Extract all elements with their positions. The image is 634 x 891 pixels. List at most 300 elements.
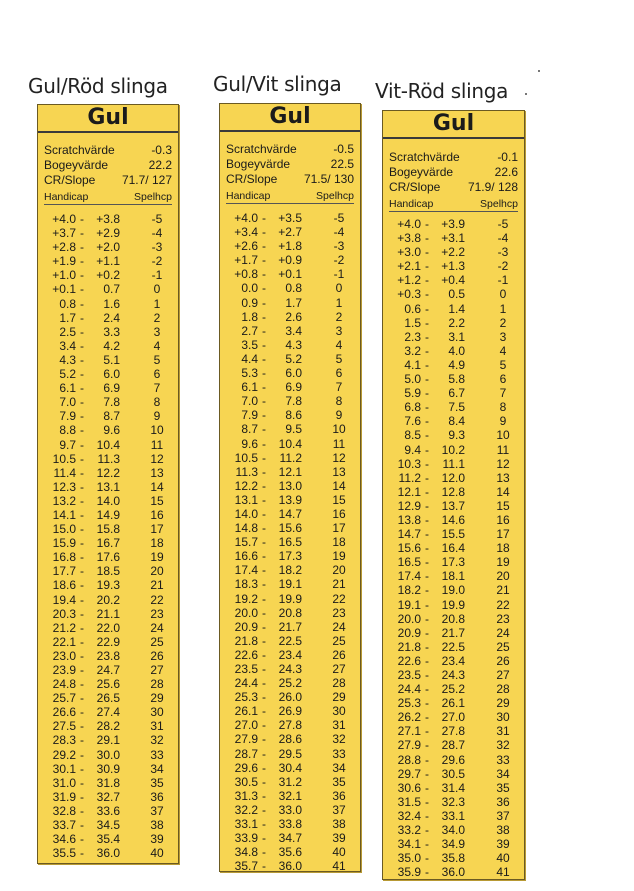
range-dash: - [80,268,84,283]
handicap-from: 0.8 [59,296,76,311]
table-row [389,513,518,527]
range-dash: - [425,837,429,852]
range-dash: - [80,592,84,607]
range-dash: - [262,718,266,733]
playing-handicap: -3 [497,245,509,260]
handicap-to: 30.5 [441,766,465,781]
table-row [389,485,518,499]
playing-handicap: 25 [150,634,164,649]
handicap-from: 16.8 [52,550,76,565]
playing-handicap: 2 [499,315,507,330]
range-dash: - [262,309,266,324]
handicap-to: 2.6 [285,309,302,324]
range-dash: - [80,719,84,734]
handicap-from: 35.9 [397,865,421,880]
handicap-to: 12.1 [278,464,302,479]
handicap-from: 18.3 [234,577,258,592]
slope-value: 71.5/ 130 [303,172,354,186]
range-dash: - [425,357,429,372]
range-dash: - [425,428,429,443]
handicap-to: 30.9 [96,761,120,776]
handicap-to: 4.2 [103,338,120,353]
handicap-from: 24.4 [234,676,258,691]
handicap-from: +4.0 [234,211,258,225]
playing-handicap: 3 [153,324,161,339]
playing-handicap: -1 [151,268,163,283]
handicap-from: 11.4 [53,465,76,480]
table-row [44,480,172,494]
handicap-to: 35.4 [96,832,120,847]
playing-handicap: 4 [335,337,343,352]
playing-handicap: 16 [496,512,510,527]
handicap-from: 24.8 [52,677,76,692]
handicap-to: 28.7 [441,738,465,753]
table-row [389,217,518,231]
bogey-label: Bogeyvärde [226,157,291,171]
handicap-from: 28.8 [397,752,421,767]
range-dash: - [262,859,266,874]
range-dash: - [425,456,429,471]
handicap-to: 14.6 [441,512,465,527]
column-headers [389,198,518,212]
handicap-from: 23.5 [397,668,421,682]
playing-handicap: 0 [335,281,343,296]
handicap-from: 5.2 [59,367,76,382]
handicap-from: 30.1 [52,761,76,776]
bogey-value: 22.5 [330,157,354,171]
handicap-to: 19.9 [441,597,465,612]
handicap-to: 34.9 [441,837,465,852]
table-row [44,663,172,677]
handicap-to: 18.5 [96,564,120,579]
handicap-from: +3.4 [234,225,258,240]
handicap-to: 4.3 [285,337,302,352]
playing-handicap: 36 [150,789,164,804]
table-row [226,296,354,310]
scratch-value: -0.5 [333,142,354,156]
table-row [226,592,354,606]
handicap-to: 6.9 [103,381,120,396]
handicap-to: +1.3 [441,259,465,274]
playing-handicap: 5 [499,357,507,372]
playing-handicap: 18 [496,541,510,556]
handicap-to: 10.4 [96,437,120,452]
handicap-to: 35.8 [441,851,465,866]
handicap-from: 13.8 [397,512,421,527]
range-dash: - [425,653,429,668]
table-row [226,747,354,761]
handicap-to: 6.7 [448,386,465,401]
range-dash: - [425,372,429,387]
table-row [44,367,172,381]
table-row [226,535,354,549]
playing-handicap: 18 [332,535,346,550]
range-dash: - [262,535,266,550]
playing-handicap: 29 [496,696,510,711]
handicap-card [37,104,179,864]
handicap-from: +0.8 [234,267,258,282]
table-row [389,654,518,668]
handicap-from: 32.2 [234,802,258,817]
handicap-from: 17.4 [234,563,258,578]
table-row [226,634,354,648]
handicap-from: 21.2 [52,620,76,635]
range-dash: - [262,337,266,352]
playing-handicap: 4 [153,338,161,353]
range-dash: - [80,761,84,776]
loop-title: Vit-Röd slinga [375,79,509,103]
handicap-to: 26.9 [278,704,302,719]
handicap-to: 13.1 [96,479,120,494]
table-row [226,451,354,465]
table-row [389,372,518,386]
table-row [44,282,172,296]
handicap-from: 14.0 [234,506,258,521]
table-row [226,239,354,253]
handicap-to: 20.8 [441,611,465,626]
handicap-to: 5.1 [103,352,120,367]
range-dash: - [80,677,84,692]
handicap-from: +3.8 [397,231,421,246]
table-row [226,831,354,845]
range-dash: - [262,380,266,395]
playing-handicap: 35 [150,775,164,790]
range-dash: - [425,808,429,823]
handicap-to: 21.7 [278,619,302,634]
table-row [226,648,354,662]
scratch-row [226,142,354,156]
table-row [226,394,354,408]
playing-handicap: 31 [496,724,510,739]
playing-handicap: 28 [150,677,164,692]
range-dash: - [262,211,266,225]
handicap-from: 28.3 [52,733,76,748]
range-dash: - [80,423,84,438]
range-dash: - [80,705,84,720]
handicap-to: 15.5 [441,527,465,542]
table-row [44,423,172,437]
playing-handicap: 8 [335,394,343,409]
handicap-from: 4.3 [59,352,76,367]
playing-handicap: 39 [150,832,164,847]
handicap-from: 14.7 [397,527,421,542]
range-dash: - [425,343,429,358]
playing-handicap: 17 [332,521,346,536]
handicap-from: +2.8 [52,240,76,255]
handicap-from: 14.8 [234,521,258,536]
playing-handicap: 40 [332,845,346,860]
playing-handicap: 11 [150,437,164,452]
table-row [226,761,354,775]
handicap-to: 12.2 [96,465,120,480]
range-dash: - [80,578,84,593]
handicap-from: 13.2 [52,493,76,508]
handicap-to: 7.8 [285,394,302,409]
playing-handicap: 26 [332,647,346,662]
range-dash: - [80,832,84,847]
handicap-to: 33.8 [278,817,302,832]
handicap-to: +3.1 [441,231,465,246]
table-row [389,400,518,414]
table-row [226,732,354,746]
table-row [44,466,172,480]
table-row [44,452,172,466]
table-row [389,865,518,879]
playing-handicap: 25 [496,639,510,654]
handicap-to: 31.4 [441,780,465,795]
handicap-to: 13.0 [278,478,302,493]
handicap-to: 1.7 [285,295,302,310]
table-row [389,457,518,471]
handicap-from: 15.6 [397,541,421,556]
range-dash: - [80,352,84,367]
playing-handicap: 32 [496,738,510,753]
playing-handicap: 1 [153,296,161,311]
handicap-from: 6.8 [404,400,421,415]
playing-handicap: 37 [332,802,346,817]
handicap-from: 26.2 [397,710,421,725]
range-dash: - [80,522,84,537]
playing-handicap: -4 [497,231,509,246]
table-row [44,325,172,339]
loop-title: Gul/Vit slinga [213,72,342,96]
handicap-to: 34.7 [278,831,302,846]
table-row [389,710,518,724]
playing-handicap: 22 [150,592,164,607]
handicap-to: +0.1 [278,267,302,282]
playing-handicap: 21 [150,578,164,593]
handicap-from: 0.9 [241,295,258,310]
handicap-from: 33.1 [234,817,258,832]
handicap-from: 18.2 [397,583,421,598]
range-dash: - [425,696,429,711]
handicap-to: 20.8 [278,605,302,620]
handicap-from: 15.0 [52,522,76,537]
handicap-to: +2.2 [441,245,465,260]
playing-handicap: 19 [332,549,346,564]
handicap-to: 25.2 [441,682,465,697]
handicap-to: 25.6 [96,677,120,692]
playing-handicap: -2 [333,253,345,268]
table-row [226,211,354,225]
range-dash: - [262,619,266,634]
handicap-from: 12.1 [397,484,421,499]
handicap-header: Handicap [226,190,271,202]
range-dash: - [262,802,266,817]
table-row [226,789,354,803]
handicap-to: 7.5 [448,400,465,415]
range-dash: - [425,583,429,598]
bogey-label: Bogeyvärde [389,165,454,179]
table-row [226,549,354,563]
handicap-from: 22.1 [52,634,76,649]
handicap-from: 0.0 [241,281,258,296]
playing-handicap: 37 [496,808,510,823]
table-row [44,776,172,790]
range-dash: - [262,422,266,437]
handicap-to: 11.1 [442,456,465,471]
handicap-from: 8.8 [59,423,76,438]
range-dash: - [80,212,84,226]
playing-handicap: 20 [150,564,164,579]
spelhcp-header: Spelhcp [134,191,172,203]
range-dash: - [80,409,84,424]
handicap-from: 20.0 [397,611,421,626]
handicap-to: 10.2 [441,442,465,457]
handicap-from: 2.5 [59,324,76,339]
playing-handicap: 16 [332,506,346,521]
slope-row [389,180,518,194]
table-row [44,297,172,311]
playing-handicap: 11 [496,442,510,457]
playing-handicap: 11 [332,436,346,451]
range-dash: - [425,541,429,556]
playing-handicap: 17 [496,527,510,542]
range-dash: - [262,436,266,451]
handicap-from: 3.5 [241,337,258,352]
table-row [44,748,172,762]
handicap-from: 35.5 [52,846,76,861]
playing-handicap: 14 [150,479,164,494]
playing-handicap: -5 [151,212,163,226]
playing-handicap: 16 [150,507,164,522]
handicap-to: 16.7 [96,536,120,551]
scratch-row [44,143,172,157]
range-dash: - [425,752,429,767]
handicap-to: 24.7 [96,663,120,677]
range-dash: - [262,506,266,521]
handicap-to: 36.0 [278,859,302,874]
playing-handicap: 21 [332,577,346,592]
handicap-to: 26.1 [441,696,465,711]
playing-handicap: 23 [332,605,346,620]
playing-handicap: 34 [332,760,346,775]
playing-handicap: 31 [150,719,164,734]
handicap-from: 33.7 [52,818,76,833]
column-headers [226,190,354,204]
playing-handicap: 41 [496,865,510,880]
range-dash: - [425,512,429,527]
range-dash: - [425,287,429,302]
handicap-from: 2.3 [404,329,421,344]
range-dash: - [425,823,429,838]
table-row [44,438,172,452]
tee-header: Gul [38,105,178,133]
handicap-from: 29.6 [234,760,258,775]
handicap-from: 19.4 [52,592,76,607]
handicap-from: 4.1 [404,357,421,372]
handicap-from: +4.0 [52,212,76,226]
range-dash: - [425,710,429,725]
slope-row [44,173,172,187]
table-row [44,635,172,649]
handicap-to: 27.4 [96,705,120,720]
playing-handicap: 36 [496,794,510,809]
range-dash: - [425,498,429,513]
handicap-from: 27.0 [234,718,258,733]
handicap-from: 31.5 [397,794,421,809]
playing-handicap: 33 [150,747,164,762]
handicap-to: 32.1 [278,788,302,803]
playing-handicap: 9 [335,408,343,423]
bogey-row [226,157,354,171]
table-row [226,718,354,732]
handicap-to: 16.4 [441,541,465,556]
playing-handicap: 27 [150,663,164,677]
table-row [389,428,518,442]
handicap-to: 22.9 [96,634,120,649]
handicap-from: 26.6 [52,705,76,720]
range-dash: - [80,282,84,297]
handicap-from: 20.0 [234,605,258,620]
handicap-from: 30.6 [397,780,421,795]
handicap-to: 31.8 [96,775,120,790]
handicap-card [382,110,525,880]
handicap-from: 34.6 [52,832,76,847]
handicap-to: +3.9 [441,217,465,231]
handicap-to: 7.8 [103,395,120,410]
handicap-to: 23.4 [441,653,465,668]
handicap-to: 35.6 [278,845,302,860]
handicap-from: 27.1 [397,724,421,739]
range-dash: - [425,724,429,739]
spelhcp-header: Spelhcp [480,198,518,210]
range-dash: - [80,437,84,452]
handicap-to: 9.6 [103,423,120,438]
playing-handicap: 4 [499,343,507,358]
playing-handicap: 2 [335,309,343,324]
handicap-from: 9.6 [241,436,258,451]
handicap-from: 7.0 [59,395,76,410]
slope-label: CR/Slope [44,173,96,187]
range-dash: - [80,789,84,804]
range-dash: - [262,676,266,691]
playing-handicap: 30 [332,704,346,719]
range-dash: - [262,239,266,254]
range-dash: - [80,691,84,706]
handicap-from: 6.1 [59,381,76,396]
handicap-to: 4.9 [448,357,465,372]
handicap-from: 35.0 [397,851,421,866]
table-row [389,414,518,428]
handicap-from: 33.9 [234,831,258,846]
range-dash: - [425,780,429,795]
playing-handicap: 8 [153,395,161,410]
playing-handicap: 39 [496,837,510,852]
table-row [44,804,172,818]
table-row [44,381,172,395]
table-row [44,762,172,776]
playing-handicap: -2 [151,254,163,269]
handicap-to: 15.6 [278,521,302,536]
range-dash: - [80,634,84,649]
handicap-to: 17.3 [278,549,302,564]
handicap-rows [389,217,518,879]
handicap-from: 31.3 [234,788,258,803]
range-dash: - [80,395,84,410]
range-dash: - [425,639,429,654]
table-row [389,541,518,555]
handicap-to: 32.3 [441,794,465,809]
playing-handicap: 7 [499,386,507,401]
range-dash: - [425,851,429,866]
range-dash: - [262,605,266,620]
handicap-from: 10.3 [397,456,421,471]
handicap-from: +1.0 [52,268,76,283]
playing-handicap: 23 [496,611,510,626]
handicap-to: 8.4 [448,414,465,429]
table-row [44,578,172,592]
